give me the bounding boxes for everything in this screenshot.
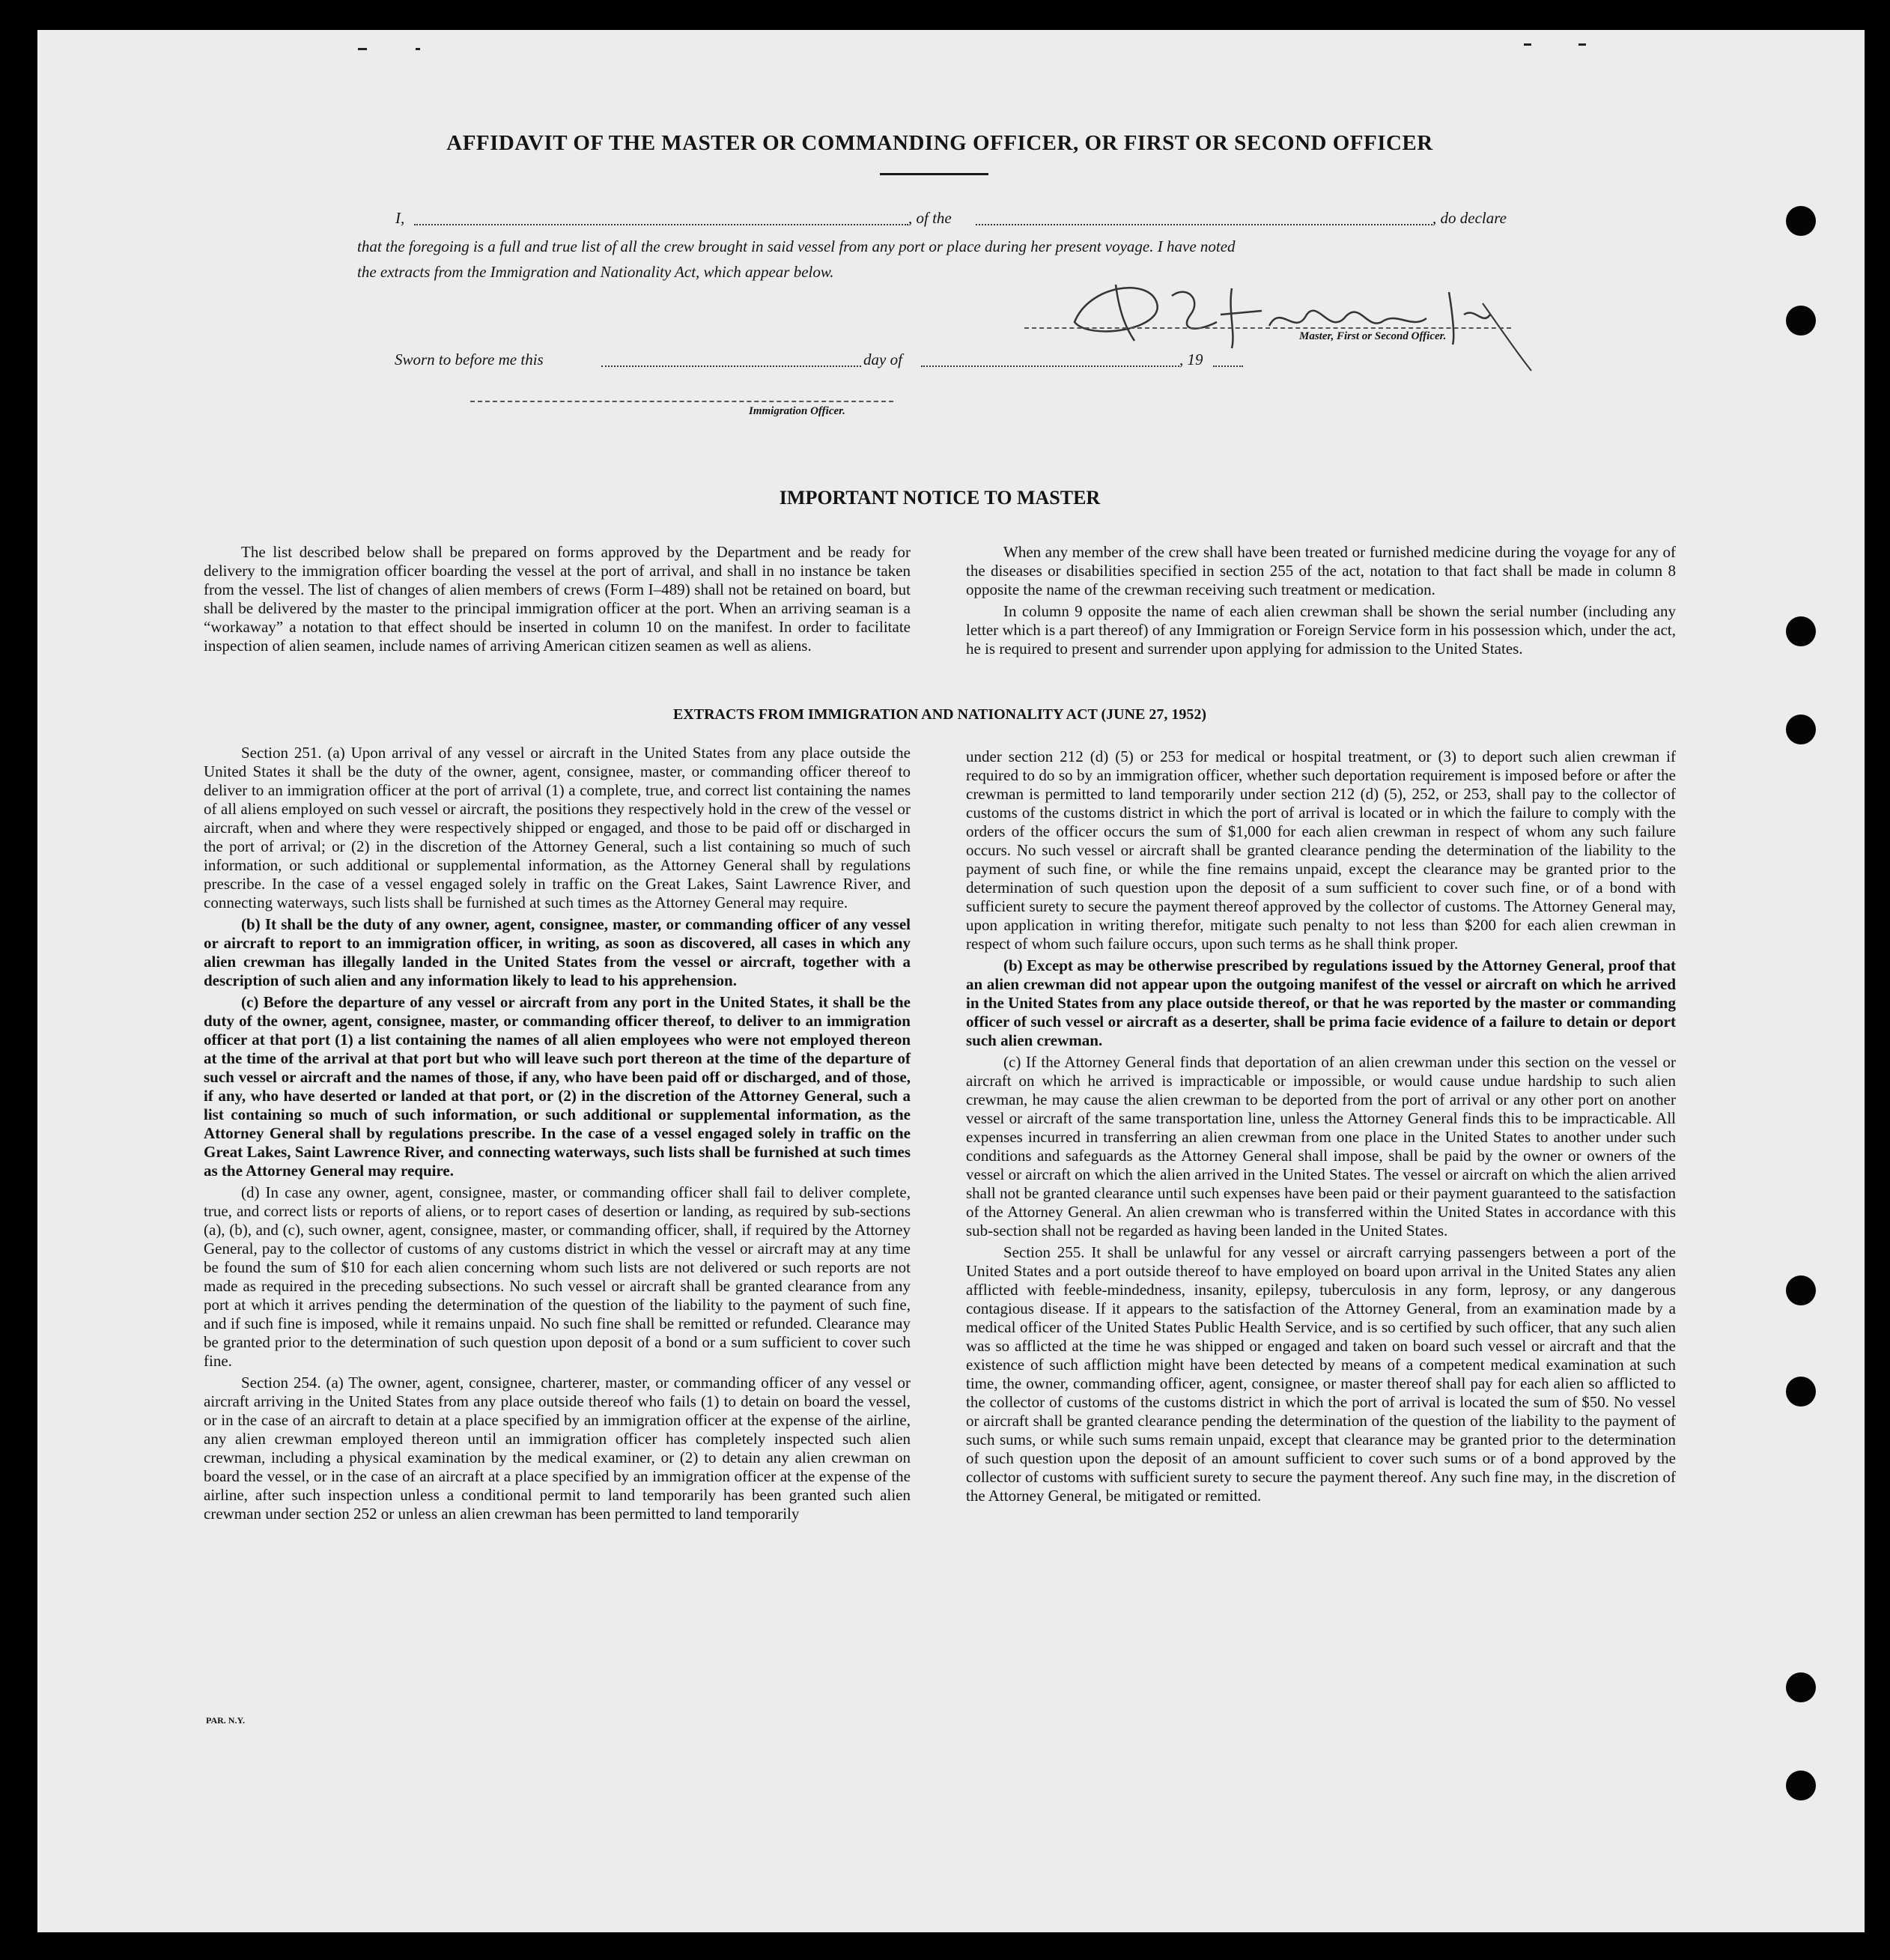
notice-right-paragraph-2: In column 9 opposite the name of each alien crewman shall be shown the serial number (including any letter which is a part thereof) of any Immigration or Foreign Service form in his possession which, under the act, he is required to present and surrender upon applying for admission to the United States. — [966, 602, 1676, 658]
affidavit-title: AFFIDAVIT OF THE MASTER OR COMMANDING OFFICER, OR FIRST OR SECOND OFFICER — [446, 131, 1433, 155]
declaration-do-declare: , do declare — [1432, 209, 1507, 227]
section-251-a: Section 251. (a) Upon arrival of any vessel or aircraft in the United States from any place outside the United States it shall be the duty of the owner, agent, consignee, master, or commanding officer thereof to deliver to an immigration officer at the port of arrival (1) a complete, true, and correct list containing the names of all aliens employed on such vessel or aircraft, the positions they respectively hold in the crew of the vessel or aircraft, when and where they were respectively shipped or engaged, and those to be paid off or discharged in the port of arrival; or (2) in the discretion of the Attorney General, such a list containing so much of such information, or such additional or supplemental information, as the Attorney General shall by regulations prescribe. In the case of a vessel engaged solely in traffic on the Great Lakes, Saint Lawrence River, and connecting waterways, such lists shall be furnished at such times as the Attorney General may require. — [204, 744, 911, 911]
notice-right-paragraph-1: When any member of the crew shall have been treated or furnished medicine during the voyage for any of the diseases or disabilities specified in section 255 of the act, notation to that fact shall be made in column 8 opposite the name of the crewman receiving such treatment or medication. — [966, 543, 1676, 598]
binder-punch-hole — [1786, 616, 1816, 646]
section-254-a: Section 254. (a) The owner, agent, consignee, charterer, master, or commanding officer of any vessel or aircraft arriving in the United States from any place outside thereof who fails (1) to detain on board the vessel, or in the case of an aircraft to detain at a place specified by an immigration officer at the expense of the airline, any alien crewman employed thereon until an immigration officer has completely inspected such alien crewman, including a physical examination by the medical examiner, or (2) to detain any alien crewman on board the vessel, or in the case of an aircraft at a place specified by an immigration officer at the expense of the airline, after such inspection unless a conditional permit to land temporarily has been granted such alien crewman under section 252 or unless an alien crewman has been permitted to land temporarily — [204, 1374, 911, 1523]
section-254-a-continued: under section 212 (d) (5) or 253 for medical or hospital treatment, or (3) to deport such alien crewman if required to do so by an immigration officer, whether such deportation requirement is imposed before or after the crewman is permitted to land temporarily under section 212 (d) (5), 252, or 253, shall pay to the collector of customs of the customs district in which the port of arrival is located or in which the failure to comply with the orders of the officer occurs the sum of $1,000 for each alien crewman in respect of whom any such failure occurs. No such vessel or aircraft shall be granted clearance pending the determination of the liability to the payment of such fine, or while the fine remains unpaid, except the clearance may be granted prior to the determination of such question upon the deposit of a sum sufficient to cover such fine, or of a bond with sufficient surety to secure the payment thereof approved by the collector of customs. The Attorney General may, upon application in writing therefor, mitigate such penalty to not less than $200 for each alien crewman in respect of whom such failure occurs, upon such terms as he shall think proper. — [966, 747, 1676, 953]
sworn-month-field[interactable] — [921, 365, 1179, 367]
printer-code: PAR. N.Y. — [206, 1715, 246, 1726]
notice-right-column — [966, 543, 1676, 661]
binder-punch-hole — [1786, 1275, 1816, 1305]
sworn-day-of: day of — [863, 351, 902, 368]
section-251-b: (b) It shall be the duty of any owner, agent, consignee, master, or commanding officer of any vessel or aircraft to report to an immigration officer, in writing, as soon as discovered, all cases in which any alien crewman has illegally landed in the United States from the vessel or aircraft, together with a description of such alien and any information likely to lead to his apprehension. — [204, 915, 911, 989]
section-254-b: (b) Except as may be otherwise prescribed by regulations issued by the Attorney General, proof that an alien crewman did not appear upon the outgoing manifest of the vessel or aircraft on which he arrived in the United States from any place outside thereof, or that he was reported by the master or commanding officer of such vessel or aircraft as a deserter, shall be prima facie evidence of a failure to detain or deport such alien crewman. — [966, 956, 1676, 1049]
sworn-text: Sworn to before me this — [395, 351, 544, 368]
binder-punch-hole — [1786, 306, 1816, 336]
declaration-line-2: that the foregoing is a full and true list of all the crew brought in said vessel from any port or place during her present voyage. I have noted — [357, 237, 1236, 255]
extracts-left-column — [204, 744, 911, 1526]
top-tick-mark — [416, 48, 420, 50]
extracts-right-column — [966, 747, 1676, 1508]
title-underline — [880, 173, 988, 175]
section-251-d: (d) In case any owner, agent, consignee, master, or commanding officer shall fail to deliver complete, true, and correct lists or reports of aliens, or to report cases of desertion or landing, as required by sub-sections (a), (b), and (c), such owner, agent, consignee, master, or commanding officer, shall, if required by the Attorney General, pay to the collector of customs of any customs district in which the vessel or aircraft may at any time be found the sum of $10 for each alien concerning whom such lists are not delivered or such reports are not made as required in the preceding subsections. No such vessel or aircraft shall be granted clearance from any port at which it arrives pending the determination of the question of the liability to the payment of such fine, and if such fine is imposed, while it remains unpaid. No such fine shall be remitted or refunded. Clearance may be granted prior to the determination of such question upon deposit of a bond or a sum sufficient to cover such fine. — [204, 1183, 911, 1370]
sworn-day-field[interactable] — [601, 365, 861, 367]
notice-title: IMPORTANT NOTICE TO MASTER — [779, 487, 1101, 509]
declarant-name-field[interactable] — [414, 224, 908, 225]
immigration-officer-signature-line[interactable] — [470, 401, 893, 402]
notice-left-column — [204, 543, 911, 658]
binder-punch-hole — [1786, 714, 1816, 744]
top-tick-mark — [358, 48, 367, 50]
declaration-of-the: , of the — [908, 209, 952, 227]
binder-punch-hole — [1786, 1771, 1816, 1800]
section-251-c: (c) Before the departure of any vessel or aircraft from any port in the United States, it shall be the duty of the owner, agent, consignee, master, or commanding officer thereof, to deliver to an immigration officer at that port (1) a list containing the names of all alien employees who were not employed thereon at the time of the arrival at that port but who will leave such port thereon at the time of the departure of such vessel or aircraft and the names of those, if any, who have been paid off or discharged, and of those, if any, who have deserted or landed at that port, or (2) in the discretion of the Attorney General, such a list containing so much of such information, or such additional or supplemental information, as the Attorney General shall by regulations prescribe. In the case of a vessel engaged solely in traffic on the Great Lakes, Saint Lawrence River, and connecting waterways, such lists shall be furnished at such times as the Attorney General may require. — [204, 993, 911, 1180]
immigration-officer-caption: Immigration Officer. — [749, 405, 845, 417]
section-255: Section 255. It shall be unlawful for any vessel or aircraft carrying passengers between a port of the United States and a port outside thereof to have employed on board upon arrival in the United States any alien afflicted with feeble-mindedness, insanity, epilepsy, tuberculosis in any form, leprosy, or any dangerous contagious disease. If it appears to the satisfaction of the Attorney General, from an examination made by a medical officer of the United States Public Health Service, and is so certified by such officer, that any such alien was so afflicted at the time he was shipped or engaged and taken on board such vessel or aircraft and that the existence of such affliction might have been detected by means of a competent medical examination at such time, the owner, commanding officer, agent, consignee, or master thereof shall pay for each alien so afflicted to the collector of customs of the customs district in which the port of arrival is located the sum of $50. No vessel or aircraft shall be granted clearance pending the determination of the question of the liability to the payment of such sums, or while such sums remain unpaid, except that clearance may be granted prior to the determination of such question upon the deposit of an amount sufficient to cover such sums or of a bond approved by the collector of customs with sufficient surety to secure the payment thereof. Any such fine may, in the discretion of the Attorney General, be mitigated or remitted. — [966, 1243, 1676, 1505]
top-tick-mark — [1578, 43, 1586, 46]
binder-punch-hole — [1786, 1377, 1816, 1407]
handwritten-signature — [1045, 270, 1569, 389]
sworn-year-field[interactable] — [1213, 365, 1243, 367]
declaration-i: I, — [395, 209, 405, 227]
top-tick-mark — [1524, 43, 1531, 46]
master-signature-caption: Master, First or Second Officer. — [1299, 330, 1447, 342]
sworn-year-prefix: , 19 — [1179, 351, 1203, 368]
binder-punch-hole — [1786, 206, 1816, 236]
master-signature-line[interactable] — [1024, 327, 1511, 329]
declaration-line-3: the extracts from the Immigration and Nationality Act, which appear below. — [357, 263, 834, 281]
notice-left-paragraph: The list described below shall be prepared on forms approved by the Department and be ready for delivery to the immigration officer boarding the vessel at the port of arrival, and shall in no instance be taken from the vessel. The list of changes of alien members of crews (Form I–489) shall not be retained on board, but shall be delivered by the master to the principal immigration officer at the port. When an arriving seaman is a “workaway” a notation to that effect should be inserted in column 10 on the manifest. In order to facilitate inspection of alien seamen, include names of arriving American citizen seamen as well as aliens. — [204, 543, 911, 655]
vessel-name-field[interactable] — [976, 224, 1432, 225]
binder-punch-hole — [1786, 1672, 1816, 1702]
extracts-title: EXTRACTS FROM IMMIGRATION AND NATIONALITY ACT (JUNE 27, 1952) — [672, 706, 1207, 723]
section-254-c: (c) If the Attorney General finds that deportation of an alien crewman under this section on the vessel or aircraft on which he arrived is impracticable or impossible, or would cause undue hardship to such alien crewman, he may cause the alien crewman to be deported from the port of arrival or any other port on another vessel or aircraft of the same transportation line, unless the Attorney General finds this to be impracticable. All expenses incurred in transferring an alien crewman from one place in the United States to another under such conditions and safeguards as the Attorney General shall impose, shall be paid by the owner or owners of the vessel or aircraft on which the alien arrived in the United States. The vessel or aircraft on which the alien arrived shall not be granted clearance until such expenses have been paid or their payment guaranteed to the satisfaction of the Attorney General. An alien crewman who is transferred within the United States in accordance with this sub-section shall not be regarded as having been landed in the United States. — [966, 1053, 1676, 1240]
